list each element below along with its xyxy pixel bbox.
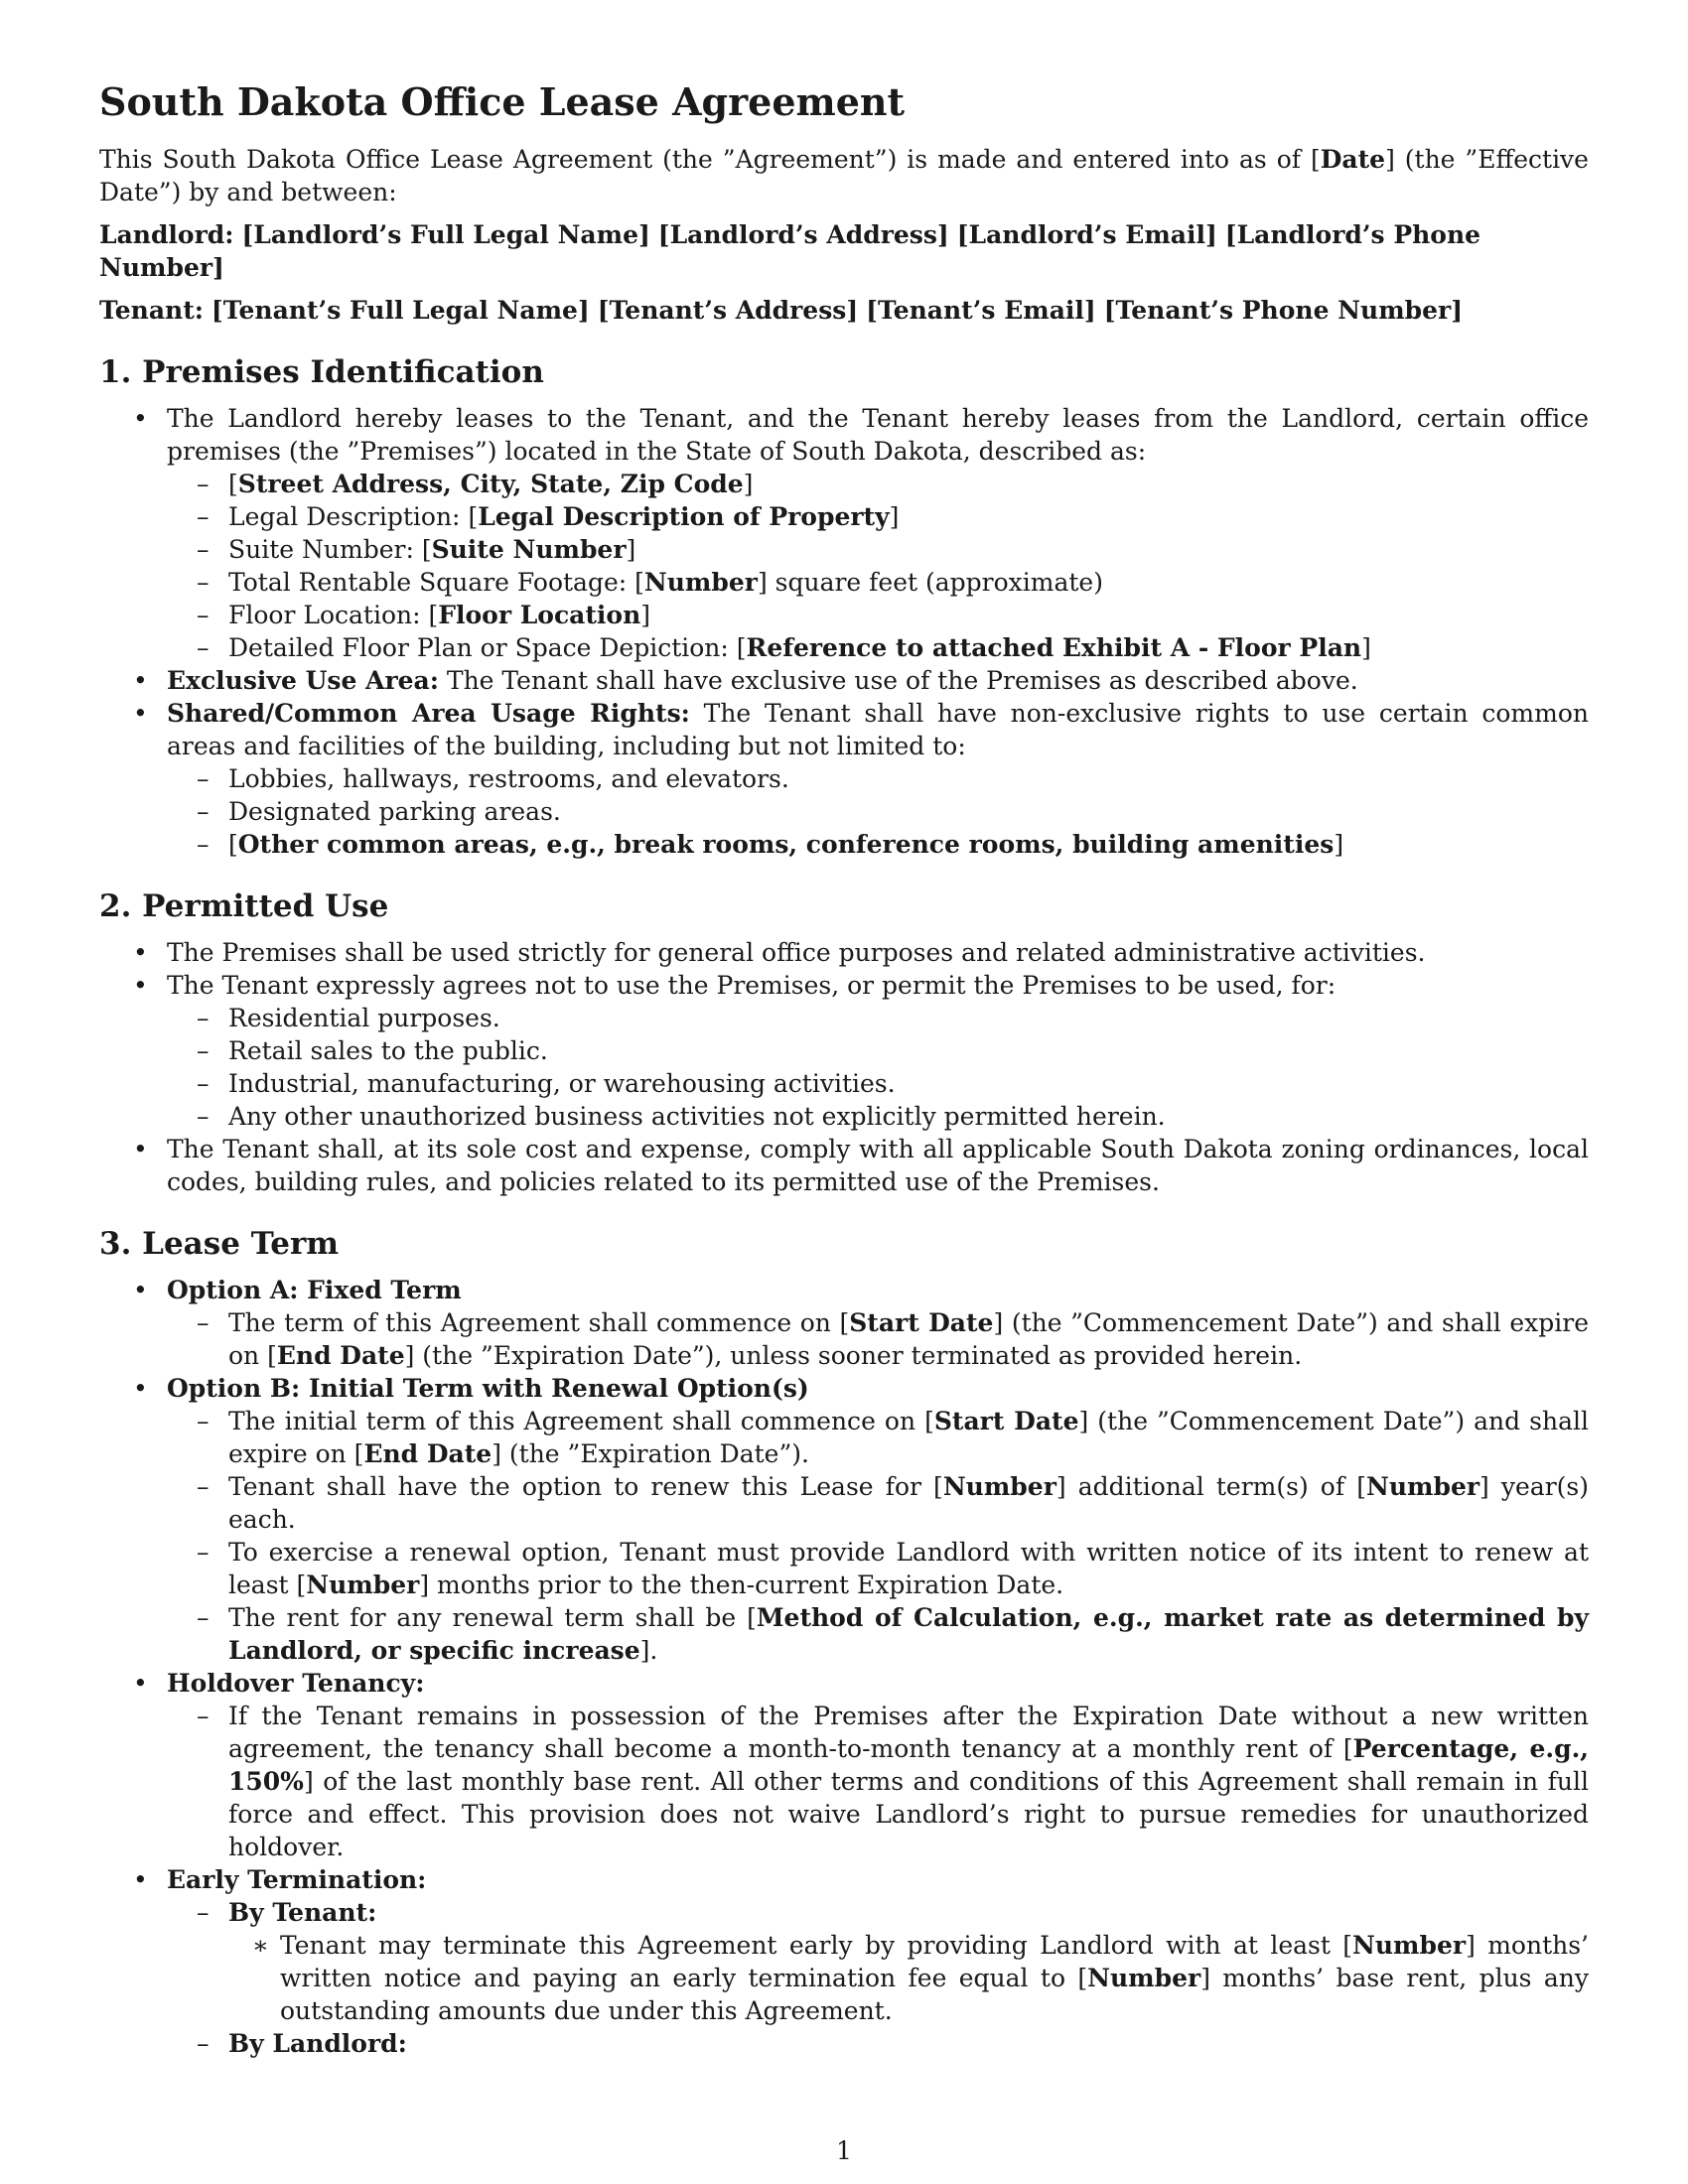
list-item: • The Landlord hereby leases to the Tenant, and the Tenant hereby leases from the Landlord, certain office premises (the ”Premises”) located in the State of South Dakota, described as: – [Street Address, City, State, Zip Code] – Legal Description: [Legal Description of Property] – Suite Number: [Suite Number] – Total Rentable Square Footage: [Number] square feet (approximate) – Floor Location: [Floor Location] – Detailed Floor Plan or Space Depiction: [Reference to attached Exhibit A - Floor Plan] — [133, 404, 1589, 662]
list-item: – The initial term of this Agreement shall commence on [Start Date] (the ”Commencement Date”) and shall expire on [End Date] (the ”Expiration Date”). — [197, 1407, 1589, 1468]
list-item: – Floor Location: [Floor Location] — [197, 601, 651, 629]
list-item: – Industrial, manufacturing, or warehousing activities. — [197, 1069, 896, 1098]
list-item: – By Landlord: — [197, 2029, 407, 2058]
intro-paragraph: This South Dakota Office Lease Agreement (the ”Agreement”) is made and entered into as of [Date] (the ”Effective Date”) by and between: — [99, 145, 1589, 206]
list-item: – Residential purposes. — [197, 1004, 500, 1032]
tenant-line: Tenant: [Tenant’s Full Legal Name] [Tenant’s Address] [Tenant’s Email] [Tenant’s Phone Number] — [99, 296, 1464, 325]
page-number: 1 — [836, 2136, 852, 2165]
document-title: South Dakota Office Lease Agreement — [99, 79, 906, 124]
list-item: • Option A: Fixed Term – The term of this Agreement shall commence on [Start Date] (the ”Commencement Date”) and shall expire on [End Date] (the ”Expiration Date”), unless sooner terminated as provided herein. — [133, 1276, 1589, 1370]
list-item: – To exercise a renewal option, Tenant must provide Landlord with written notice of its intent to renew at least [Number] months prior to the then-current Expiration Date. — [197, 1538, 1589, 1599]
section-2-list — [99, 936, 1589, 1198]
list-item: • Holdover Tenancy: – If the Tenant remains in possession of the Premises after the Expiration Date without a new written agreement, the tenancy shall become a month-to-month tenancy at a monthly rent of [Percentage, e.g., 150%] of the last monthly base rent. All other terms and conditions of this Agreement shall remain in full force and effect. This provision does not waive Landlord’s right to pursue remedies for unauthorized holdover. — [133, 1669, 1590, 1861]
list-item: – Designated parking areas. — [197, 797, 561, 826]
list-item: – The term of this Agreement shall commence on [Start Date] (the ”Commencement Date”) and shall expire on [End Date] (the ”Expiration Date”), unless sooner terminated as provided herein. — [197, 1308, 1589, 1370]
section-3-heading: 3. Lease Term — [99, 1226, 340, 1262]
list-item: – Any other unauthorized business activities not explicitly permitted herein. — [197, 1102, 1166, 1131]
list-item: • The Tenant shall, at its sole cost and expense, comply with all applicable South Dakota zoning ordinances, local codes, building rules, and policies related to its permitted use of the Premises. — [133, 1135, 1589, 1196]
premises-details — [167, 468, 1589, 664]
list-item: – Tenant shall have the option to renew this Lease for [Number] additional term(s) of [Number] year(s) each. — [197, 1472, 1590, 1534]
prohibited-uses-list — [167, 1002, 1589, 1133]
list-item: • Exclusive Use Area: The Tenant shall have exclusive use of the Premises as described above. — [133, 666, 1358, 695]
list-item: – The rent for any renewal term shall be [Method of Calculation, e.g., market rate as determined by Landlord, or specific increase]. — [197, 1603, 1589, 1665]
list-item: – Detailed Floor Plan or Space Depiction: [Reference to attached Exhibit A - Floor Plan] — [197, 633, 1371, 662]
list-item: – Legal Description: [Legal Description of Property] — [197, 502, 900, 531]
list-item: • The Tenant expressly agrees not to use the Premises, or permit the Premises to be used, for: – Residential purposes. – Retail sales to the public. – Industrial, manufacturing, or warehousing activities. – Any other unauthorized business activities not explicitly permitted herein. — [99, 969, 1589, 1133]
list-item: – [Other common areas, e.g., break rooms, conference rooms, building amenities] — [197, 830, 1344, 859]
list-item: • The Premises shall be used strictly for general office purposes and related administrative activities. — [133, 938, 1426, 967]
common-areas-list — [167, 762, 1589, 861]
list-item: • Early Termination: – By Tenant: ∗ Tenant may terminate this Agreement early by providing Landlord with at least [Number] months’ written notice and paying an early termination fee equal to [Number] months’ base rent, plus any outstanding amounts due under this Agreement. – By Landlord: — [133, 1865, 1590, 2058]
section-2-heading: 2. Permitted Use — [99, 888, 389, 924]
list-item: – If the Tenant remains in possession of the Premises after the Expiration Date without a new written agreement, the tenancy shall become a month-to-month tenancy at a monthly rent of [Percentage, e.g., 150%] of the last monthly base rent. All other terms and conditions of this Agreement shall remain in full force and effect. This provision does not waive Landlord’s right to pursue remedies for unauthorized holdover. — [197, 1702, 1590, 1861]
list-item: – Total Rentable Square Footage: [Number] square feet (approximate) — [197, 568, 1103, 597]
list-item: • Shared/Common Area Usage Rights: The Tenant shall have non-exclusive rights to use certain common areas and facilities of the building, including but not limited to: – Lobbies, hallways, restrooms, and elevators. – Designated parking areas. – [Other common areas, e.g., break rooms, conference rooms, building amenities] — [133, 699, 1589, 859]
section-1-heading: 1. Premises Identification — [99, 354, 544, 390]
list-item: • Option B: Initial Term with Renewal Option(s) – The initial term of this Agreement shall commence on [Start Date] (the ”Commencement Date”) and shall expire on [End Date] (the ”Expiration Date”). – Tenant shall have the option to renew this Lease for [Number] additional term(s) of [Number] year(s) each. – To exercise a renewal option, Tenant must provide Landlord with written notice of its intent to renew at least [Number] months prior to the then-current Expiration Date. – The rent for any renewal term shall be [Method of Calculation, e.g., market rate as determined by Landlord, or specific increase]. — [133, 1374, 1590, 1665]
landlord-line: Landlord: [Landlord’s Full Legal Name] [Landlord’s Address] [Landlord’s Email] [Landlord’s Phone Number] — [99, 220, 1481, 282]
section-3-list — [99, 1274, 1589, 2060]
list-item: – Suite Number: [Suite Number] — [197, 535, 636, 564]
list-item: ∗ Tenant may terminate this Agreement early by providing Landlord with at least [Number] months’ written notice and paying an early termination fee equal to [Number] months’ base rent, plus any outstanding amounts due under this Agreement. — [252, 1931, 1590, 2025]
list-item: – Lobbies, hallways, restrooms, and elevators. — [197, 764, 789, 793]
list-item: – [Street Address, City, State, Zip Code] — [197, 470, 754, 498]
list-item: – Retail sales to the public. — [197, 1036, 548, 1065]
list-item: – By Tenant: ∗ Tenant may terminate this Agreement early by providing Landlord with at least [Number] months’ written notice and paying an early termination fee equal to [Number] months’ base rent, plus any outstanding amounts due under this Agreement. — [197, 1898, 1590, 2025]
document-page — [99, 79, 1589, 2060]
section-1-list — [99, 402, 1589, 861]
